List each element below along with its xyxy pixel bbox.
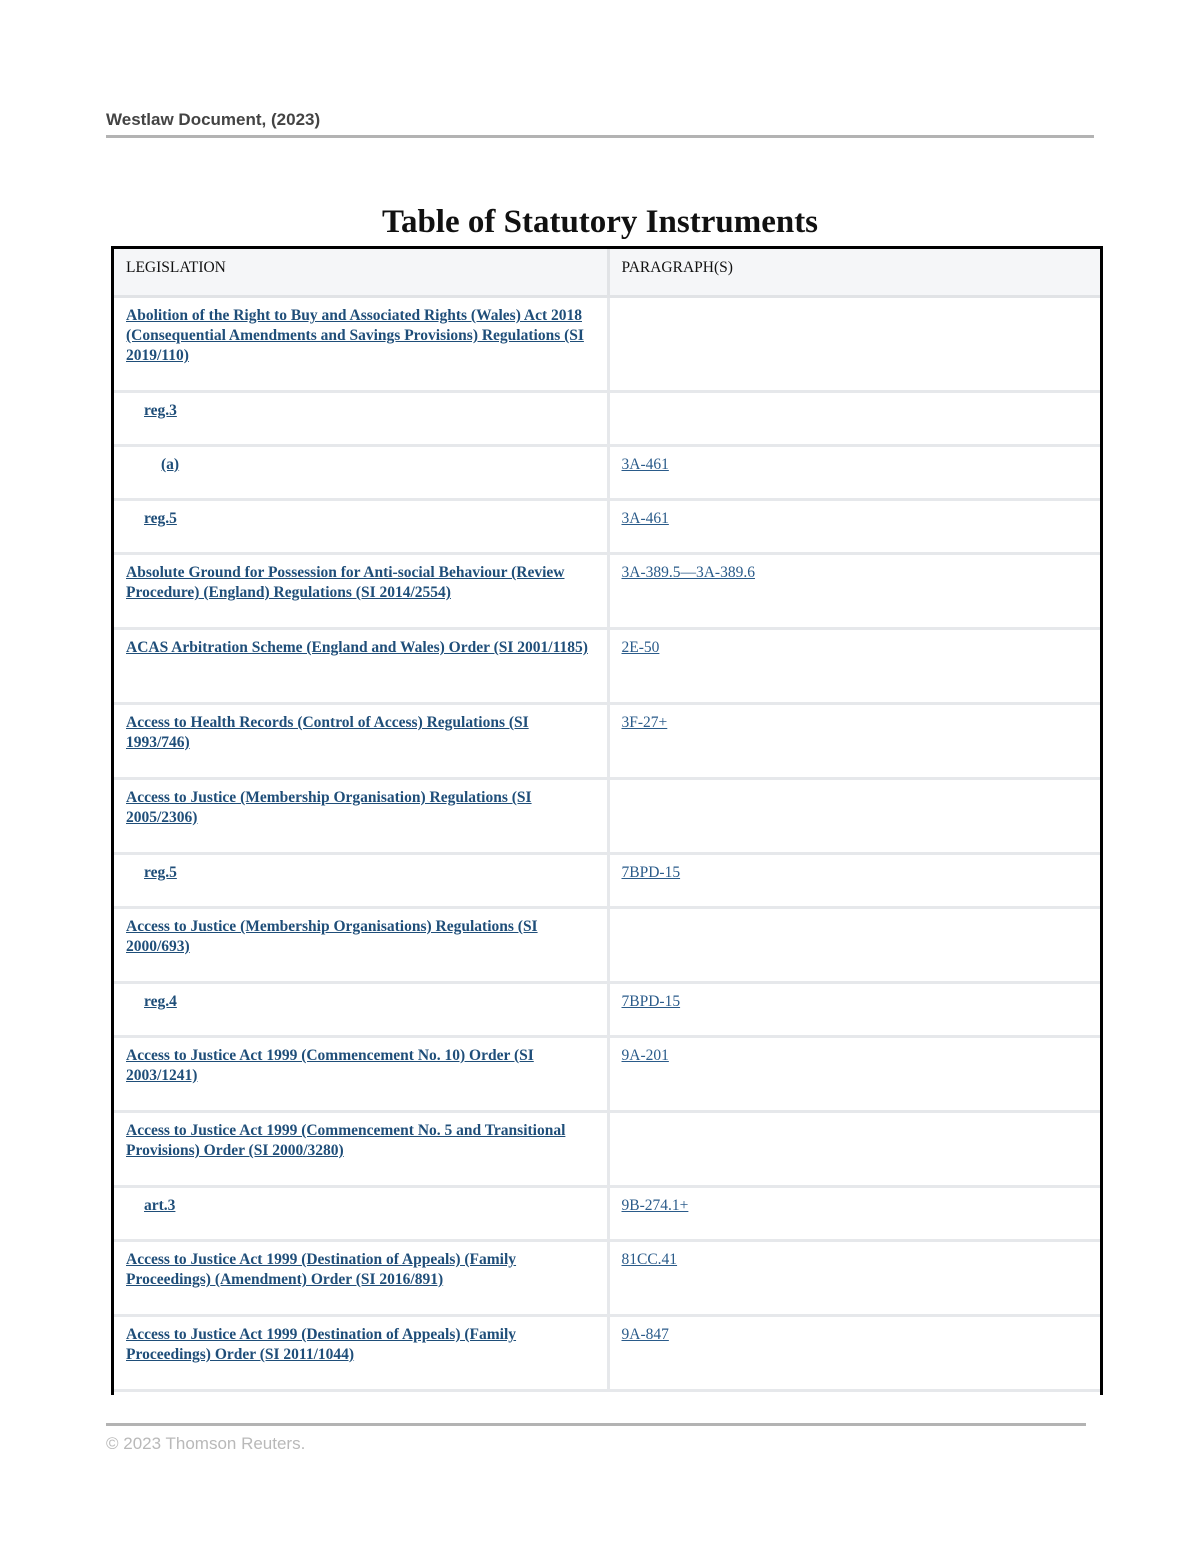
table-row <box>114 629 1100 704</box>
legislation-cell <box>114 500 608 554</box>
legislation-cell <box>114 854 608 908</box>
table-row <box>114 297 1100 392</box>
footer-divider <box>106 1423 1086 1426</box>
legislation-cell <box>114 629 608 704</box>
paragraph-reference-link[interactable]: 3A-461 <box>621 456 669 473</box>
legislation-link[interactable]: Access to Justice Act 1999 (Destination of Appeals) (Family Proceedings) Order (SI 2011/1044) <box>126 1326 517 1363</box>
table-header-row <box>114 249 1100 297</box>
paragraphs-cell <box>608 446 1100 500</box>
legislation-cell <box>114 446 608 500</box>
provision-link[interactable]: reg.5 <box>144 864 177 881</box>
paragraph-reference-link[interactable]: 7BPD-15 <box>621 864 681 881</box>
provision-link[interactable]: reg.5 <box>144 510 177 527</box>
legislation-cell <box>114 1112 608 1187</box>
table-row <box>114 1241 1100 1316</box>
table-row <box>114 1316 1100 1391</box>
document-header: Westlaw Document, (2023) <box>106 110 1094 138</box>
paragraph-reference-link[interactable]: 2E-50 <box>621 639 660 656</box>
paragraphs-cell <box>608 1187 1100 1241</box>
table-row <box>114 704 1100 779</box>
paragraphs-cell <box>608 297 1100 392</box>
legislation-cell <box>114 297 608 392</box>
paragraph-reference-link[interactable]: 3F-27+ <box>621 714 668 731</box>
provision-link[interactable]: reg.3 <box>144 402 177 419</box>
table-body <box>114 297 1100 1391</box>
paragraphs-cell <box>608 629 1100 704</box>
legislation-cell <box>114 779 608 854</box>
legislation-cell <box>114 1241 608 1316</box>
instruments-table-grid <box>114 249 1100 1392</box>
paragraph-reference-link[interactable]: 7BPD-15 <box>621 993 681 1010</box>
table-row <box>114 1037 1100 1112</box>
paragraph-reference-link[interactable]: 3A-389.5—3A-389.6 <box>621 564 755 581</box>
legislation-link[interactable]: Access to Justice Act 1999 (Commencement No. 10) Order (SI 2003/1241) <box>126 1047 534 1084</box>
legislation-link[interactable]: ACAS Arbitration Scheme (England and Wales) Order (SI 2001/1185) <box>126 639 588 656</box>
table-row <box>114 1112 1100 1187</box>
paragraph-reference-link[interactable]: 3A-461 <box>621 510 669 527</box>
table-row <box>114 983 1100 1037</box>
paragraphs-cell <box>608 908 1100 983</box>
legislation-link[interactable]: Access to Justice (Membership Organisations) Regulations (SI 2000/693) <box>126 918 538 955</box>
legislation-link[interactable]: Access to Health Records (Control of Access) Regulations (SI 1993/746) <box>126 714 529 751</box>
paragraphs-cell <box>608 854 1100 908</box>
provision-link[interactable]: (a) <box>161 456 180 473</box>
table-row <box>114 1187 1100 1241</box>
copyright-notice: © 2023 Thomson Reuters. <box>106 1434 306 1453</box>
paragraphs-cell <box>608 392 1100 446</box>
table-row <box>114 779 1100 854</box>
paragraph-reference-link[interactable]: 9A-201 <box>621 1047 669 1064</box>
legislation-cell <box>114 392 608 446</box>
legislation-link[interactable]: Absolute Ground for Possession for Anti-social Behaviour (Review Procedure) (England) Regulations (SI 2014/2554) <box>126 564 565 601</box>
paragraphs-cell <box>608 500 1100 554</box>
statutory-instruments-table <box>111 246 1103 1395</box>
legislation-link[interactable]: Access to Justice (Membership Organisation) Regulations (SI 2005/2306) <box>126 789 532 826</box>
legislation-link[interactable]: Access to Justice Act 1999 (Destination of Appeals) (Family Proceedings) (Amendment) Order (SI 2016/891) <box>126 1251 517 1288</box>
page-title: Table of Statutory Instruments <box>381 204 819 240</box>
paragraphs-cell <box>608 983 1100 1037</box>
paragraphs-cell <box>608 1241 1100 1316</box>
legislation-cell <box>114 908 608 983</box>
paragraphs-cell <box>608 704 1100 779</box>
paragraphs-cell <box>608 1316 1100 1391</box>
column-header-legislation: LEGISLATION <box>114 249 608 297</box>
paragraphs-cell <box>608 779 1100 854</box>
table-row <box>114 500 1100 554</box>
legislation-link[interactable]: Abolition of the Right to Buy and Associated Rights (Wales) Act 2018 (Consequential Amendments and Savings Provisions) Regulations (SI 2019/110) <box>126 307 584 364</box>
table-row <box>114 554 1100 629</box>
legislation-cell <box>114 983 608 1037</box>
legislation-cell <box>114 704 608 779</box>
legislation-cell <box>114 1187 608 1241</box>
legislation-cell <box>114 1037 608 1112</box>
paragraphs-cell <box>608 1112 1100 1187</box>
provision-link[interactable]: art.3 <box>144 1197 176 1214</box>
paragraph-reference-link[interactable]: 9B-274.1+ <box>621 1197 689 1214</box>
provision-link[interactable]: reg.4 <box>144 993 177 1010</box>
paragraphs-cell <box>608 1037 1100 1112</box>
legislation-cell <box>114 554 608 629</box>
table-row <box>114 854 1100 908</box>
paragraph-reference-link[interactable]: 9A-847 <box>621 1326 669 1343</box>
table-row <box>114 908 1100 983</box>
legislation-link[interactable]: Access to Justice Act 1999 (Commencement No. 5 and Transitional Provisions) Order (SI 2000/3280) <box>126 1122 566 1159</box>
column-header-paragraphs: PARAGRAPH(S) <box>608 249 1100 297</box>
legislation-cell <box>114 1316 608 1391</box>
table-row <box>114 446 1100 500</box>
table-row <box>114 392 1100 446</box>
paragraphs-cell <box>608 554 1100 629</box>
paragraph-reference-link[interactable]: 81CC.41 <box>621 1251 678 1268</box>
